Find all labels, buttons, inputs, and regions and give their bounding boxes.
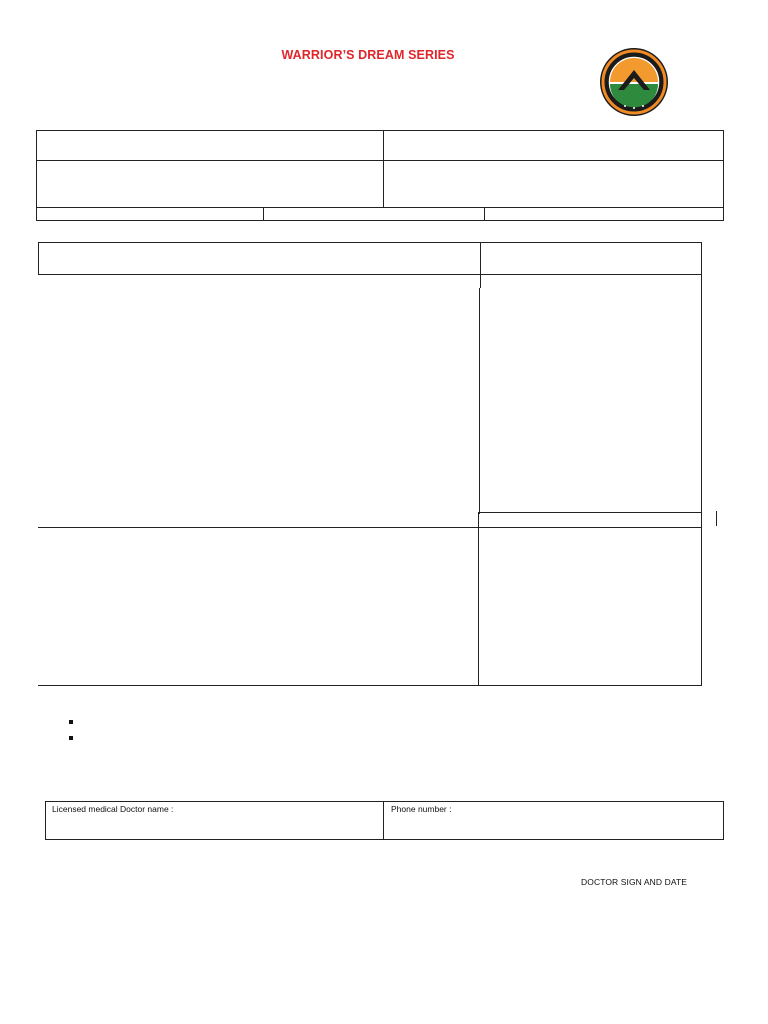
margin-mark: [716, 511, 717, 526]
doctor-name-field[interactable]: [46, 816, 382, 839]
form-title: WARRIOR’S DREAM SERIES: [281, 48, 455, 62]
phone-number-field[interactable]: [385, 816, 723, 839]
organization-seal-icon: [598, 46, 670, 118]
participant-info-row-line: [36, 207, 724, 208]
participant-field-2[interactable]: [385, 131, 723, 159]
doctor-signature-label: DOCTOR SIGN AND DATE: [581, 877, 688, 887]
bullet-mark: [69, 720, 73, 724]
participant-field-1[interactable]: [37, 131, 382, 159]
medical-field-body-right[interactable]: [481, 276, 700, 511]
medical-field-lower-right[interactable]: [480, 529, 700, 684]
doctor-name-label: Licensed medical Doctor name :: [52, 804, 174, 814]
participant-field-4[interactable]: [385, 161, 723, 206]
doctor-info-divider: [383, 801, 384, 840]
participant-info-divider: [484, 207, 485, 221]
bullet-mark: [69, 736, 73, 740]
medical-field-lower-left[interactable]: [39, 529, 477, 684]
participant-info-divider: [263, 207, 264, 221]
phone-number-label: Phone number :: [391, 804, 452, 814]
doctor-signature-area[interactable]: [560, 840, 710, 874]
medical-field-body-left[interactable]: [39, 276, 477, 526]
participant-field-3[interactable]: [37, 161, 382, 206]
participant-info-divider: [383, 130, 384, 207]
medical-details-table: [38, 242, 702, 686]
medical-field-header-left[interactable]: [39, 243, 479, 274]
medical-field-header-right[interactable]: [481, 243, 700, 274]
